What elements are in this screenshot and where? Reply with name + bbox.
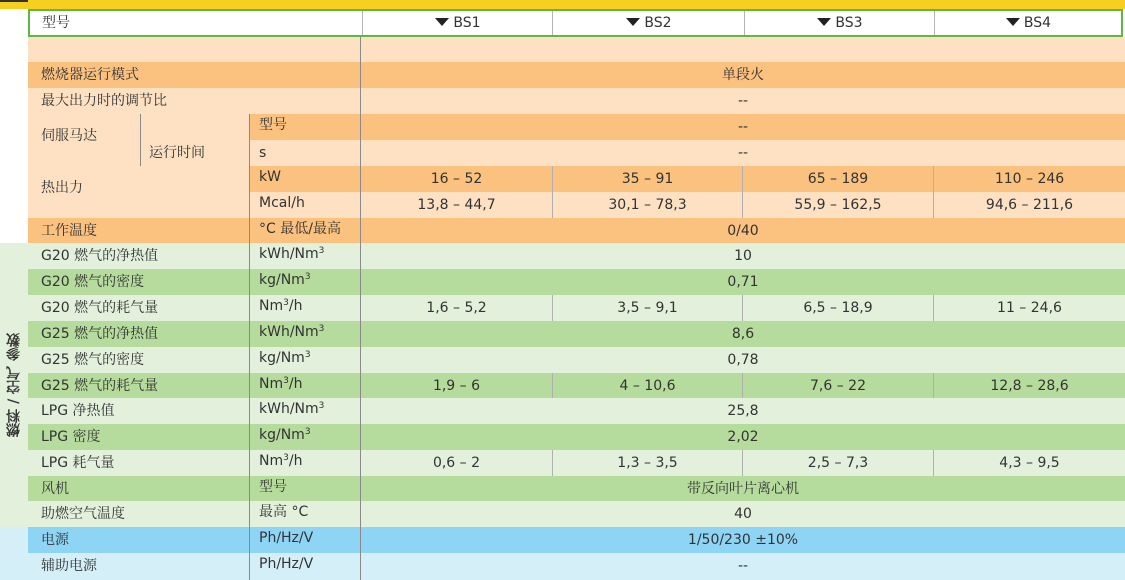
unit-fan: 型号 [259, 479, 287, 495]
dropdown-arrow-icon [435, 18, 449, 26]
dropdown-arrow-icon [626, 18, 640, 26]
unit-aux-power: Ph/Hz/V [259, 556, 314, 572]
model-header-row [28, 9, 1123, 37]
unit-g25-ncv: kWh/Nm$^3$ [259, 324, 325, 340]
row-label-lpg-ncv: LPG 净热值 [41, 403, 115, 419]
row-label-aux-power: 辅助电源 [41, 558, 97, 574]
fuel-air-side-label: 燃料 / 空气 参数 [6, 333, 22, 437]
unit-lpg-ncv: kWh/Nm$^3$ [259, 401, 325, 417]
row-label-lpg-density: LPG 密度 [41, 429, 101, 445]
value-g20-cons-bs4: 11 – 24,6 [997, 300, 1062, 316]
row-label-g20-density: G20 燃气的密度 [41, 274, 145, 290]
value-heat-mcal-bs4: 94,6 – 211,6 [985, 197, 1074, 213]
spacer-row [28, 37, 1125, 62]
unit-g20-cons: Nm$^3$/h [259, 298, 303, 314]
value-aux-power: -- [737, 558, 749, 574]
value-heat-mcal-bs1: 13,8 – 44,7 [417, 197, 496, 213]
value-servo-time: -- [737, 145, 749, 161]
row-label-fan: 风机 [41, 481, 69, 497]
value-g20-cons-bs2: 3,5 – 9,1 [617, 300, 678, 316]
value-heat-kw-bs3: 65 – 189 [807, 171, 869, 187]
row-label-power: 电源 [41, 532, 69, 548]
unit-heat-kw: kW [259, 169, 281, 185]
unit-power: Ph/Hz/V [259, 530, 314, 546]
top-corner-line [0, 0, 28, 2]
unit-servo-time: s [259, 145, 267, 161]
value-g25-cons-bs4: 12,8 – 28,6 [990, 378, 1069, 394]
row-label-heat: 热出力 [41, 180, 83, 196]
value-power: 1/50/230 ±10% [687, 532, 799, 548]
row-label-lpg-cons: LPG 耗气量 [41, 455, 115, 471]
value-air-temp: 40 [734, 506, 752, 522]
value-temp: 0/40 [727, 223, 759, 239]
value-g25-density: 0,78 [727, 352, 759, 368]
value-g20-cons-bs3: 6,5 – 18,9 [803, 300, 873, 316]
value-g20-density: 0,71 [727, 274, 759, 290]
row-label-mode: 燃烧器运行模式 [41, 67, 139, 83]
value-lpg-cons-bs3: 2,5 – 7,3 [807, 455, 869, 471]
value-lpg-ncv: 25,8 [727, 403, 759, 419]
top-accent-bar [0, 0, 1125, 9]
dropdown-arrow-icon [817, 18, 831, 26]
model-bs2[interactable]: BS2 [552, 11, 745, 35]
unit-lpg-density: kg/Nm$^3$ [259, 427, 311, 443]
value-heat-mcal-bs3: 55,9 – 162,5 [794, 197, 882, 213]
unit-heat-mcal: Mcal/h [259, 195, 305, 211]
value-g25-ncv: 8,6 [731, 326, 755, 342]
value-g25-cons-bs2: 4 – 10,6 [619, 378, 676, 394]
row-label-g25-ncv: G25 燃气的净热值 [41, 326, 159, 342]
model-bs1[interactable]: BS1 [362, 11, 553, 35]
value-heat-kw-bs1: 16 – 52 [430, 171, 483, 187]
value-lpg-density: 2,02 [727, 429, 759, 445]
row-label-ratio: 最大出力时的调节比 [41, 93, 167, 109]
row-label-g20-ncv: G20 燃气的净热值 [41, 248, 159, 264]
unit-g25-density: kg/Nm$^3$ [259, 350, 311, 366]
row-label-air-temp: 助燃空气温度 [41, 506, 125, 522]
unit-air-temp: 最高 °C [259, 504, 309, 520]
row-label-g20-cons: G20 燃气的耗气量 [41, 300, 159, 316]
value-heat-kw-bs4: 110 – 246 [994, 171, 1065, 187]
side-strip-electrical [0, 527, 28, 580]
model-bs4[interactable]: BS4 [934, 11, 1122, 35]
value-g20-cons-bs1: 1,6 – 5,2 [426, 300, 487, 316]
value-lpg-cons-bs1: 0,6 – 2 [432, 455, 481, 471]
value-g25-cons-bs3: 7,6 – 22 [810, 378, 866, 394]
value-heat-kw-bs2: 35 – 91 [621, 171, 674, 187]
header-label: 型号 [42, 15, 70, 31]
value-g20-ncv: 10 [734, 248, 752, 264]
model-bs3[interactable]: BS3 [744, 11, 935, 35]
row-label-servo: 伺服马达 [41, 128, 97, 144]
value-ratio: -- [737, 93, 749, 109]
row-label-g25-cons: G25 燃气的耗气量 [41, 378, 159, 394]
unit-servo-type: 型号 [259, 117, 287, 133]
value-heat-mcal-bs2: 30,1 – 78,3 [608, 197, 687, 213]
value-lpg-cons-bs2: 1,3 – 3,5 [617, 455, 678, 471]
unit-g20-density: kg/Nm$^3$ [259, 272, 311, 288]
dropdown-arrow-icon [1006, 18, 1020, 26]
value-lpg-cons-bs4: 4,3 – 9,5 [999, 455, 1060, 471]
row-label-servo-time: 运行时间 [149, 145, 205, 161]
row-label-g25-density: G25 燃气的密度 [41, 352, 145, 368]
value-mode: 单段火 [722, 67, 764, 83]
unit-g20-ncv: kWh/Nm$^3$ [259, 246, 325, 262]
row-label-temp: 工作温度 [41, 223, 97, 239]
unit-lpg-cons: Nm$^3$/h [259, 453, 303, 469]
unit-temp: °C 最低/最高 [259, 221, 341, 237]
value-fan: 带反向叶片离心机 [687, 481, 799, 497]
value-g25-cons-bs1: 1,9 – 6 [432, 378, 481, 394]
value-servo-type: -- [737, 119, 749, 135]
unit-g25-cons: Nm$^3$/h [259, 376, 303, 392]
